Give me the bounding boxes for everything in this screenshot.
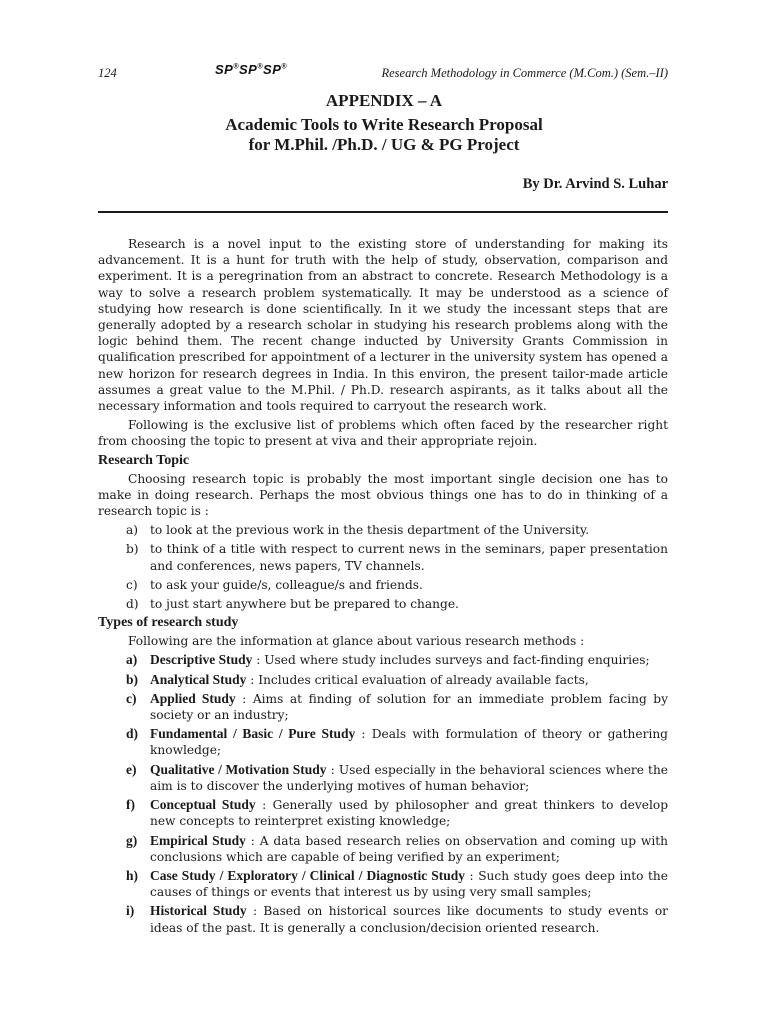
section-heading-research-topic: Research Topic [98, 452, 190, 468]
list-item: e) Qualitative / Motivation Study : Used especially in the behavioral sciences where the aim is to discover the underlying motives of human behavior; [126, 761, 669, 793]
types-intro: Following are the information at glance about various research methods : [128, 634, 585, 649]
document-body [98, 236, 668, 939]
publisher-logo: SP®SP®SP® [215, 62, 288, 77]
research-topic-paragraph: Choosing research topic is probably the most important single decision one has to make in doing research. Perhaps the most obvious things one has to do in thinking of a research topic is : [98, 471, 668, 519]
intro-paragraph: Following is the exclusive list of problems which often faced by the researcher right from choosing the topic to present at viva and their appropriate rejoin. [98, 418, 668, 449]
list-item: c) to ask your guide/s, colleague/s and friends. [126, 577, 423, 592]
intro-paragraph: Research is a novel input to the existing store of understanding for making its advancement. It is a hunt for truth with the help of study, observation, comparison and experiment. It is a peregrination from an abstract to concrete. Research Methodology is a way to solve a research problem systematically. It may be understood as a science of studying how research is done scientifically. In it we study the incessant steps that are generally adopted by a research scholar in studying his research problems along with the logic behind them. The recent change inducted by University Grants Commission in qualification prescribed for appointment of a lecturer in the university system has opened a new horizon for research degrees in India. In this environ, the present tailor-made article assumes a great value to the M.Phil. / Ph.D. research aspirants, as it talks about all the necessary information and tools required to carryout the research work. [98, 237, 668, 414]
list-item: f) Conceptual Study : Generally used by philosopher and great thinkers to develop new concepts to reinterpret existing knowledge; [126, 797, 668, 829]
list-item: b) Analytical Study : Includes critical evaluation of already available facts, [126, 671, 589, 687]
study-term: Conceptual Study [150, 797, 256, 813]
list-item: b) to think of a title with respect to current news in the seminars, paper presentation and conferences, news papers, TV channels. [126, 542, 668, 573]
page-number: 124 [98, 66, 117, 80]
appendix-label: APPENDIX – A [325, 91, 443, 110]
study-term: Fundamental / Basic / Pure Study [150, 726, 356, 742]
study-term: Applied Study [150, 690, 236, 706]
page-header [98, 64, 668, 84]
study-term: Empirical Study [150, 832, 246, 848]
list-item: h) Case Study / Exploratory / Clinical / Diagnostic Study : Such study goes deep into the causes of things or events that interest us by using very small samples; [126, 867, 668, 900]
study-term: Qualitative / Motivation Study [150, 761, 327, 777]
running-title: Research Methodology in Commerce (M.Com.) (Sem.–II) [381, 66, 668, 80]
study-term: Case Study / Exploratory / Clinical / Diagnostic Study [150, 867, 466, 883]
author-byline: By Dr. Arvind S. Luhar [522, 176, 668, 192]
list-item: g) Empirical Study : A data based research relies on observation and coming up with conclusions which are capable of being verified by an experiment; [126, 832, 668, 864]
title-line-1: Academic Tools to Write Research Proposal [225, 115, 543, 134]
list-item: c) Applied Study : Aims at finding of solution for an immediate problem facing by society or an industry; [126, 690, 668, 723]
section-heading-types-of-study: Types of research study [98, 615, 239, 631]
study-term: Analytical Study [150, 671, 247, 687]
list-item: a) Descriptive Study : Used where study includes surveys and fact-finding enquiries; [126, 652, 650, 668]
document-title [0, 115, 768, 155]
research-topic-list [98, 522, 668, 612]
list-item: a) to look at the previous work in the thesis department of the University. [126, 523, 590, 538]
types-of-study-list [98, 652, 668, 935]
study-term: Descriptive Study [150, 652, 253, 668]
list-item: d) Fundamental / Basic / Pure Study : Deals with formulation of theory or gathering knowledge; [126, 726, 668, 758]
divider-rule [98, 211, 668, 213]
list-item: d) to just start anywhere but be prepared to change. [126, 597, 459, 612]
list-item: i) Historical Study : Based on historical sources like documents to study events or ideas of the past. It is generally a conclusion/decision oriented research. [126, 903, 668, 935]
study-term: Historical Study [150, 903, 247, 919]
title-line-2: for M.Phil. /Ph.D. / UG & PG Project [248, 135, 520, 154]
